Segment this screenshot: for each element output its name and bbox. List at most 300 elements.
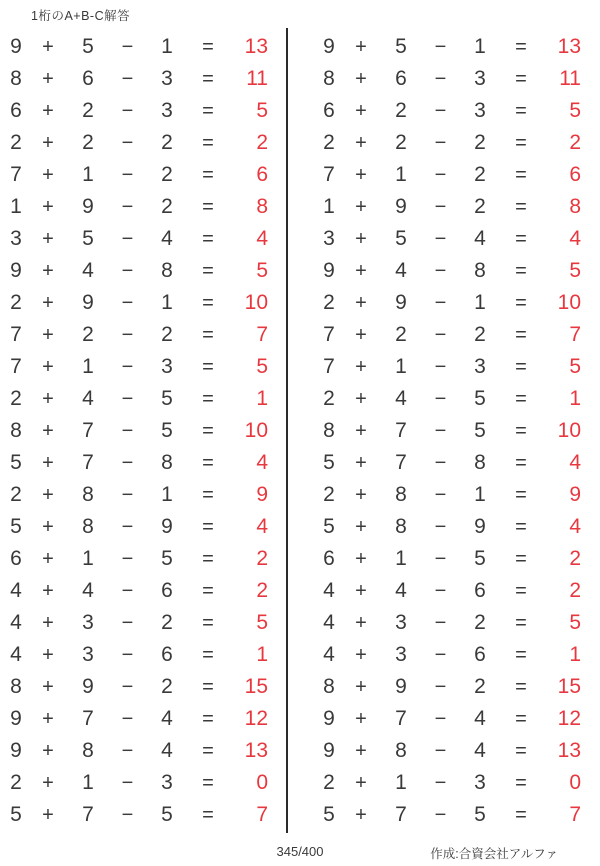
equals-sign: =: [515, 676, 527, 698]
answer-value: 4: [256, 515, 268, 538]
operand-b: 2: [82, 131, 94, 154]
minus-operator: −: [434, 68, 447, 90]
equals-sign: =: [202, 708, 214, 730]
plus-operator: +: [355, 260, 367, 282]
minus-operator: −: [434, 484, 447, 506]
operand-a: 2: [323, 483, 335, 506]
equation-row: [4, 639, 269, 671]
operand-a: 7: [10, 323, 22, 346]
answer-value: 2: [256, 579, 268, 602]
minus-operator: −: [434, 676, 447, 698]
operand-a: 8: [10, 675, 22, 698]
minus-operator: −: [121, 420, 134, 442]
operand-a: 8: [323, 419, 335, 442]
operand-b: 5: [82, 35, 94, 58]
equals-sign: =: [202, 516, 214, 538]
answer-value: 4: [569, 515, 581, 538]
operand-a: 2: [10, 483, 22, 506]
equation-row: [4, 127, 269, 159]
minus-operator: −: [434, 164, 447, 186]
operand-b: 8: [395, 739, 407, 762]
operand-c: 3: [161, 771, 173, 794]
equals-sign: =: [515, 100, 527, 122]
plus-operator: +: [42, 292, 54, 314]
operand-a: 5: [10, 451, 22, 474]
equation-row: [4, 351, 269, 383]
answer-value: 13: [244, 739, 268, 762]
minus-operator: −: [121, 132, 134, 154]
plus-operator: +: [42, 324, 54, 346]
answer-value: 4: [569, 451, 581, 474]
answer-value: 5: [569, 259, 581, 282]
operand-c: 8: [474, 259, 486, 282]
equals-sign: =: [515, 68, 527, 90]
equation-row: [317, 95, 582, 127]
page-title: 1桁のA+B-C解答: [31, 9, 131, 23]
minus-operator: −: [121, 292, 134, 314]
equation-row: [4, 447, 269, 479]
operand-b: 3: [395, 643, 407, 666]
operand-a: 6: [10, 99, 22, 122]
operand-c: 4: [161, 707, 173, 730]
plus-operator: +: [42, 36, 54, 58]
operand-b: 7: [82, 419, 94, 442]
minus-operator: −: [121, 804, 134, 826]
plus-operator: +: [355, 292, 367, 314]
operand-a: 7: [323, 163, 335, 186]
operand-a: 9: [10, 35, 22, 58]
operand-c: 3: [474, 771, 486, 794]
operand-b: 4: [82, 387, 94, 410]
operand-c: 8: [161, 451, 173, 474]
equals-sign: =: [515, 356, 527, 378]
operand-a: 2: [10, 131, 22, 154]
plus-operator: +: [42, 676, 54, 698]
equals-sign: =: [515, 36, 527, 58]
minus-operator: −: [121, 324, 134, 346]
credit-text: 作成:合資会社アルファ: [430, 847, 558, 861]
operand-c: 5: [161, 547, 173, 570]
operand-c: 2: [474, 323, 486, 346]
plus-operator: +: [355, 516, 367, 538]
answer-value: 6: [569, 163, 581, 186]
operand-b: 7: [82, 803, 94, 826]
operand-b: 1: [395, 547, 407, 570]
operand-c: 4: [474, 739, 486, 762]
plus-operator: +: [355, 164, 367, 186]
plus-operator: +: [355, 612, 367, 634]
equation-row: [317, 639, 582, 671]
operand-a: 1: [323, 195, 335, 218]
plus-operator: +: [42, 484, 54, 506]
operand-a: 9: [323, 739, 335, 762]
equation-row: [4, 479, 269, 511]
equation-row: [317, 287, 582, 319]
plus-operator: +: [355, 132, 367, 154]
answer-value: 1: [569, 643, 581, 666]
equation-row: [317, 479, 582, 511]
equals-sign: =: [202, 740, 214, 762]
minus-operator: −: [434, 644, 447, 666]
operand-a: 7: [323, 323, 335, 346]
equals-sign: =: [202, 548, 214, 570]
answer-value: 5: [256, 99, 268, 122]
equals-sign: =: [202, 484, 214, 506]
equation-row: [317, 447, 582, 479]
minus-operator: −: [121, 676, 134, 698]
plus-operator: +: [42, 260, 54, 282]
plus-operator: +: [42, 452, 54, 474]
operand-c: 6: [474, 579, 486, 602]
plus-operator: +: [355, 708, 367, 730]
operand-a: 5: [323, 515, 335, 538]
answer-value: 0: [569, 771, 581, 794]
operand-c: 5: [474, 419, 486, 442]
equals-sign: =: [202, 100, 214, 122]
minus-operator: −: [434, 388, 447, 410]
equals-sign: =: [202, 420, 214, 442]
operand-c: 4: [474, 707, 486, 730]
answer-value: 2: [569, 579, 581, 602]
equation-row: [4, 95, 269, 127]
operand-b: 2: [395, 131, 407, 154]
operand-b: 2: [395, 99, 407, 122]
plus-operator: +: [355, 324, 367, 346]
equals-sign: =: [515, 164, 527, 186]
equation-row: [4, 543, 269, 575]
operand-b: 3: [82, 643, 94, 666]
answer-value: 7: [256, 323, 268, 346]
equation-row: [4, 415, 269, 447]
equals-sign: =: [202, 196, 214, 218]
operand-c: 4: [474, 227, 486, 250]
operand-a: 5: [323, 451, 335, 474]
minus-operator: −: [434, 708, 447, 730]
operand-a: 5: [10, 803, 22, 826]
answer-value: 1: [256, 387, 268, 410]
operand-b: 7: [82, 451, 94, 474]
operand-a: 1: [10, 195, 22, 218]
plus-operator: +: [42, 644, 54, 666]
operand-c: 2: [161, 675, 173, 698]
operand-c: 1: [474, 291, 486, 314]
answer-value: 9: [256, 483, 268, 506]
operand-a: 9: [10, 707, 22, 730]
equals-sign: =: [202, 644, 214, 666]
operand-c: 1: [474, 35, 486, 58]
equals-sign: =: [515, 196, 527, 218]
answer-value: 5: [569, 611, 581, 634]
minus-operator: −: [434, 132, 447, 154]
equals-sign: =: [202, 452, 214, 474]
operand-b: 2: [82, 323, 94, 346]
equals-sign: =: [515, 292, 527, 314]
minus-operator: −: [121, 612, 134, 634]
equation-row: [317, 351, 582, 383]
minus-operator: −: [121, 452, 134, 474]
equation-row: [317, 735, 582, 767]
page-number: 345/400: [276, 844, 324, 859]
operand-a: 9: [323, 35, 335, 58]
equation-row: [317, 703, 582, 735]
plus-operator: +: [355, 772, 367, 794]
minus-operator: −: [434, 420, 447, 442]
equation-row: [4, 31, 269, 63]
equals-sign: =: [202, 260, 214, 282]
operand-c: 8: [474, 451, 486, 474]
minus-operator: −: [121, 356, 134, 378]
equals-sign: =: [202, 676, 214, 698]
equation-row: [317, 767, 582, 799]
operand-c: 2: [474, 675, 486, 698]
operand-a: 6: [323, 547, 335, 570]
minus-operator: −: [434, 740, 447, 762]
operand-c: 2: [474, 611, 486, 634]
operand-a: 2: [323, 387, 335, 410]
operand-a: 9: [323, 259, 335, 282]
equation-row: [4, 575, 269, 607]
operand-b: 7: [395, 803, 407, 826]
equation-row: [4, 63, 269, 95]
plus-operator: +: [355, 356, 367, 378]
minus-operator: −: [434, 36, 447, 58]
minus-operator: −: [434, 772, 447, 794]
equals-sign: =: [515, 772, 527, 794]
operand-a: 4: [10, 611, 22, 634]
operand-b: 5: [82, 227, 94, 250]
operand-a: 4: [323, 611, 335, 634]
operand-a: 4: [323, 643, 335, 666]
answer-value: 13: [244, 35, 268, 58]
operand-c: 1: [161, 483, 173, 506]
equation-row: [4, 191, 269, 223]
equals-sign: =: [515, 420, 527, 442]
equals-sign: =: [515, 612, 527, 634]
equals-sign: =: [515, 388, 527, 410]
answer-value: 7: [569, 323, 581, 346]
equals-sign: =: [515, 132, 527, 154]
answer-value: 1: [256, 643, 268, 666]
operand-b: 5: [395, 227, 407, 250]
operand-c: 5: [474, 803, 486, 826]
operand-a: 6: [323, 99, 335, 122]
equation-row: [4, 319, 269, 351]
minus-operator: −: [434, 292, 447, 314]
operand-b: 3: [395, 611, 407, 634]
answer-value: 10: [557, 419, 581, 442]
minus-operator: −: [434, 324, 447, 346]
equals-sign: =: [202, 804, 214, 826]
operand-a: 2: [10, 291, 22, 314]
operand-c: 6: [161, 643, 173, 666]
plus-operator: +: [355, 100, 367, 122]
answer-value: 5: [256, 259, 268, 282]
operand-c: 5: [161, 387, 173, 410]
equation-row: [317, 319, 582, 351]
equation-row: [317, 383, 582, 415]
equals-sign: =: [202, 228, 214, 250]
operand-a: 8: [10, 419, 22, 442]
answer-value: 2: [569, 547, 581, 570]
equation-row: [4, 223, 269, 255]
equals-sign: =: [515, 740, 527, 762]
equation-row: [4, 159, 269, 191]
plus-operator: +: [355, 740, 367, 762]
operand-c: 4: [161, 739, 173, 762]
operand-a: 5: [323, 803, 335, 826]
operand-a: 5: [10, 515, 22, 538]
operand-c: 6: [161, 579, 173, 602]
equation-row: [317, 575, 582, 607]
minus-operator: −: [121, 36, 134, 58]
answer-value: 15: [244, 675, 268, 698]
equals-sign: =: [202, 772, 214, 794]
operand-c: 3: [161, 355, 173, 378]
operand-a: 7: [10, 163, 22, 186]
answer-value: 11: [246, 67, 268, 90]
equals-sign: =: [515, 804, 527, 826]
operand-a: 4: [323, 579, 335, 602]
minus-operator: −: [434, 100, 447, 122]
operand-b: 1: [82, 771, 94, 794]
answer-value: 10: [557, 291, 581, 314]
plus-operator: +: [42, 100, 54, 122]
minus-operator: −: [434, 804, 447, 826]
operand-b: 1: [395, 771, 407, 794]
operand-c: 2: [161, 195, 173, 218]
minus-operator: −: [121, 484, 134, 506]
operand-a: 3: [323, 227, 335, 250]
answer-value: 5: [569, 99, 581, 122]
operand-c: 2: [474, 163, 486, 186]
equation-row: [317, 543, 582, 575]
equals-sign: =: [202, 612, 214, 634]
operand-b: 9: [82, 291, 94, 314]
answer-value: 2: [256, 131, 268, 154]
plus-operator: +: [42, 612, 54, 634]
operand-b: 9: [82, 675, 94, 698]
answer-value: 4: [256, 451, 268, 474]
answer-value: 2: [569, 131, 581, 154]
plus-operator: +: [355, 676, 367, 698]
minus-operator: −: [434, 516, 447, 538]
answer-value: 13: [557, 35, 581, 58]
minus-operator: −: [434, 228, 447, 250]
operand-b: 4: [395, 259, 407, 282]
operand-c: 9: [474, 515, 486, 538]
plus-operator: +: [355, 36, 367, 58]
operand-c: 3: [161, 99, 173, 122]
plus-operator: +: [355, 548, 367, 570]
answer-value: 6: [256, 163, 268, 186]
operand-c: 5: [474, 387, 486, 410]
equals-sign: =: [515, 260, 527, 282]
minus-operator: −: [121, 388, 134, 410]
minus-operator: −: [434, 452, 447, 474]
equals-sign: =: [515, 452, 527, 474]
operand-c: 5: [161, 419, 173, 442]
minus-operator: −: [434, 356, 447, 378]
operand-c: 1: [474, 483, 486, 506]
plus-operator: +: [355, 196, 367, 218]
answer-value: 8: [569, 195, 581, 218]
operand-a: 2: [323, 131, 335, 154]
equals-sign: =: [202, 68, 214, 90]
minus-operator: −: [434, 260, 447, 282]
operand-b: 5: [395, 35, 407, 58]
equals-sign: =: [202, 388, 214, 410]
operand-c: 2: [161, 611, 173, 634]
equation-row: [317, 607, 582, 639]
answer-value: 9: [569, 483, 581, 506]
plus-operator: +: [42, 516, 54, 538]
minus-operator: −: [434, 548, 447, 570]
plus-operator: +: [42, 580, 54, 602]
minus-operator: −: [121, 260, 134, 282]
minus-operator: −: [434, 580, 447, 602]
minus-operator: −: [121, 228, 134, 250]
answer-value: 7: [569, 803, 581, 826]
operand-c: 2: [161, 323, 173, 346]
operand-c: 2: [474, 131, 486, 154]
equals-sign: =: [202, 132, 214, 154]
operand-a: 6: [10, 547, 22, 570]
minus-operator: −: [121, 772, 134, 794]
operand-b: 1: [82, 355, 94, 378]
plus-operator: +: [42, 548, 54, 570]
plus-operator: +: [42, 132, 54, 154]
operand-b: 9: [82, 195, 94, 218]
answer-value: 5: [569, 355, 581, 378]
equation-row: [317, 799, 582, 831]
equation-row: [4, 767, 269, 799]
plus-operator: +: [355, 388, 367, 410]
operand-c: 8: [161, 259, 173, 282]
answer-value: 11: [559, 67, 581, 90]
minus-operator: −: [121, 100, 134, 122]
operand-b: 4: [82, 579, 94, 602]
equals-sign: =: [515, 708, 527, 730]
operand-a: 2: [10, 387, 22, 410]
minus-operator: −: [434, 196, 447, 218]
plus-operator: +: [42, 772, 54, 794]
operand-a: 9: [323, 707, 335, 730]
equation-row: [317, 671, 582, 703]
operand-b: 6: [82, 67, 94, 90]
equation-row: [4, 383, 269, 415]
plus-operator: +: [42, 420, 54, 442]
equation-row: [4, 511, 269, 543]
operand-b: 3: [82, 611, 94, 634]
answer-value: 15: [557, 675, 581, 698]
equals-sign: =: [202, 356, 214, 378]
answer-value: 10: [244, 291, 268, 314]
operand-a: 8: [10, 67, 22, 90]
operand-c: 3: [161, 67, 173, 90]
answer-value: 12: [244, 707, 268, 730]
operand-b: 4: [395, 387, 407, 410]
operand-b: 8: [82, 515, 94, 538]
plus-operator: +: [42, 804, 54, 826]
equals-sign: =: [202, 36, 214, 58]
operand-c: 3: [474, 67, 486, 90]
operand-b: 1: [395, 355, 407, 378]
plus-operator: +: [355, 484, 367, 506]
answer-value: 13: [557, 739, 581, 762]
equation-row: [317, 511, 582, 543]
operand-b: 6: [395, 67, 407, 90]
minus-operator: −: [121, 548, 134, 570]
